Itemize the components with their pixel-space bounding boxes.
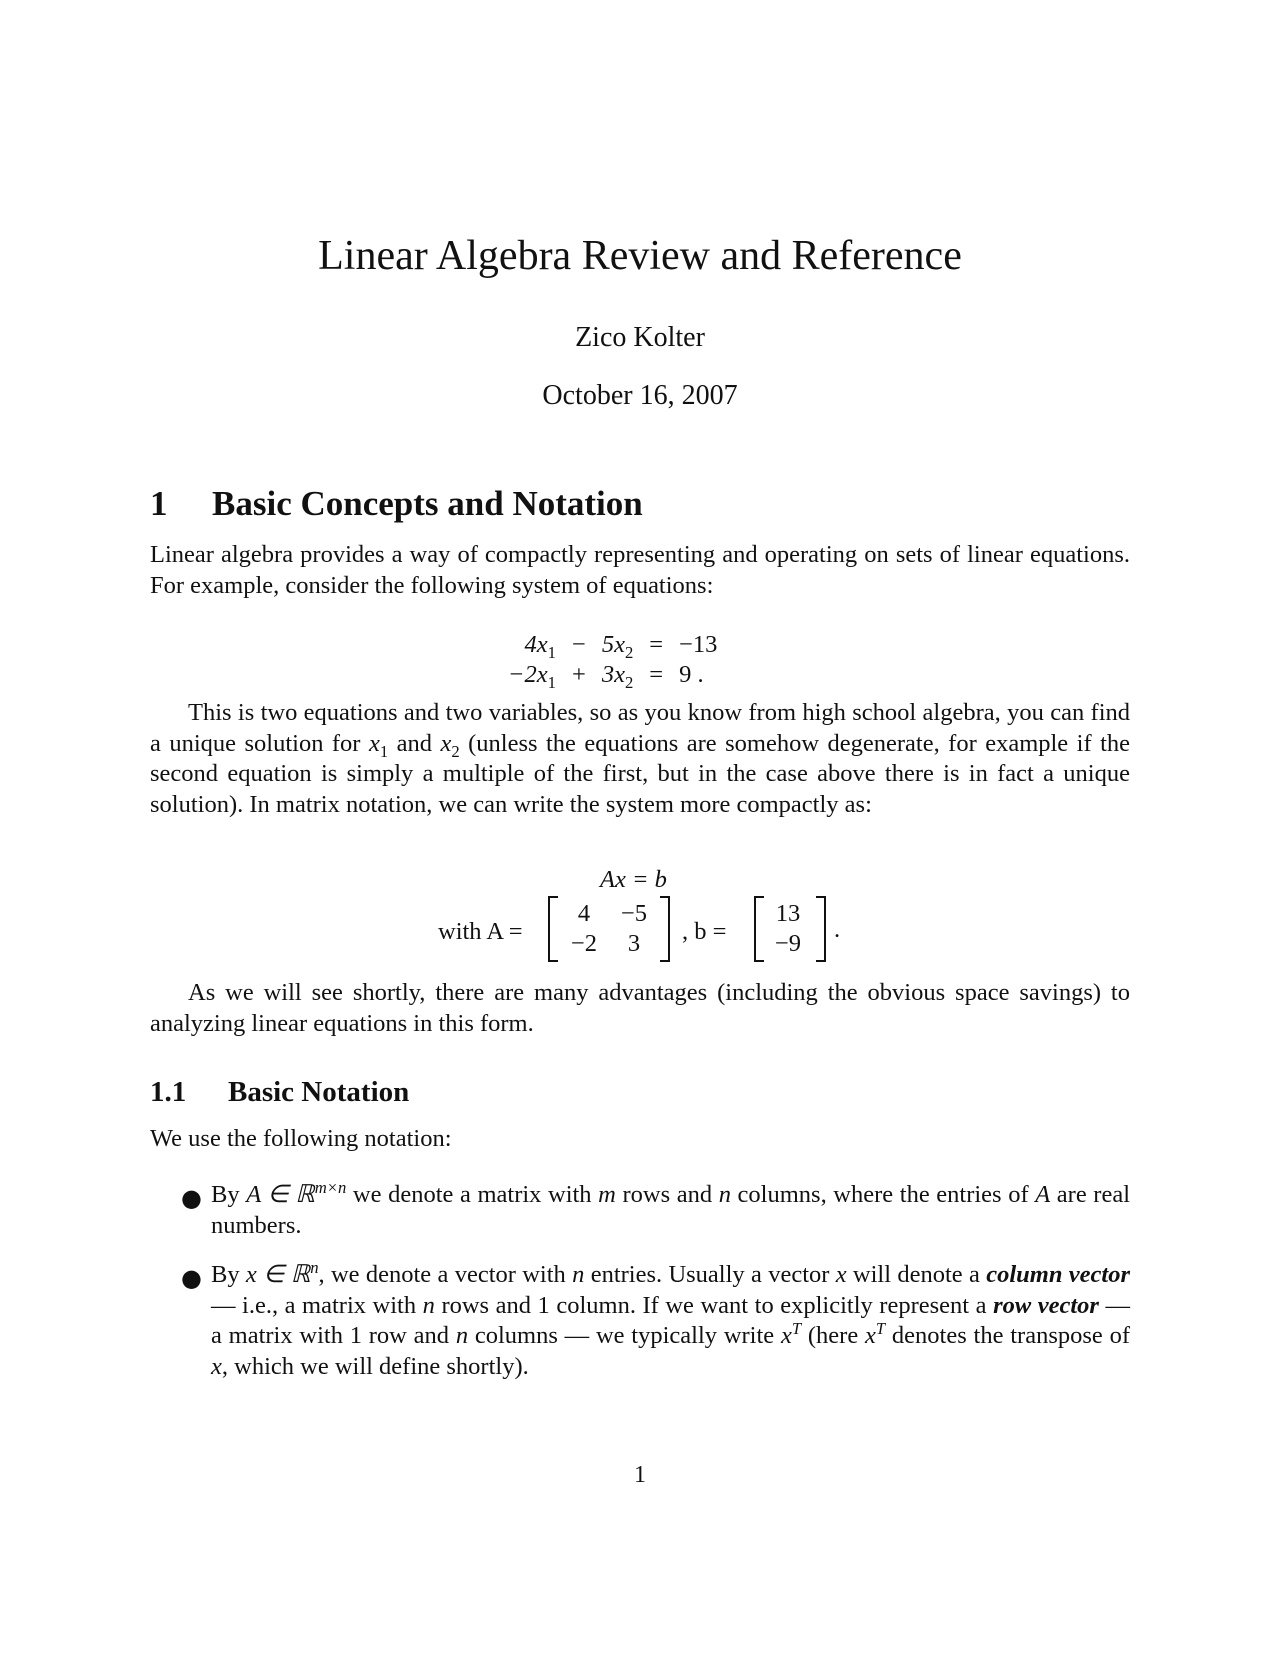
matrix-A-left-bracket [548, 896, 558, 962]
intro-paragraph: Linear algebra provides a way of compactly representing and operating on sets of linear equations. For example, consider the following system of equations: [150, 541, 1130, 599]
section-number: 1 [150, 484, 168, 523]
matrix-A-cell: −5 [620, 900, 648, 927]
subsection-heading [150, 1076, 409, 1109]
vector-b-left-bracket [754, 896, 764, 962]
equation-system [500, 630, 725, 690]
bullet-item-vector: By x ∈ ℝ$^n$, we denote a vector with n entries. Usually a vector x will denote a column vector — i.e., a matrix with n rows and 1 column. If we want to explicitly represent a row vector — a matrix with 1 row and n columns — we typically write $x^T$ (here $x^T$ denotes the transpose of x, which we will define shortly). [211, 1257, 1130, 1380]
vector-b-right-bracket [816, 896, 826, 962]
author: Zico Kolter [575, 322, 705, 353]
bullet-marker: ● [181, 1184, 202, 1212]
section-heading [150, 484, 643, 524]
with-A-label: with A = [438, 918, 523, 945]
vector-b-cell: 13 [775, 900, 801, 927]
vector-b-cell: −9 [774, 930, 802, 957]
matrix-A-right-bracket [660, 896, 670, 962]
equation-row-1: $4x_1$ − $5x_2$ = −13 [524, 631, 718, 662]
bullet-item-matrix: By A ∈ ℝ$^{m\times n}$ we denote a matrix with m rows and n columns, where the entries of A are real numbers. [211, 1177, 1131, 1239]
notation-intro: We use the following notation: [150, 1125, 452, 1152]
advantages-paragraph: As we will see shortly, there are many advantages (including the obvious space savings) to analyzing linear equations in this form. [150, 979, 1130, 1037]
term-column-vector: column vector [986, 1261, 1130, 1288]
matrix-equation: Ax = b [600, 866, 667, 893]
date: October 16, 2007 [542, 380, 738, 411]
term-row-vector: row vector [993, 1291, 1099, 1319]
page-number: 1 [634, 1462, 646, 1488]
equation-period: . [834, 916, 841, 943]
matrix-A-cell: −2 [570, 930, 598, 957]
document-title: Linear Algebra Review and Reference [318, 233, 962, 279]
matrix-A-cell: 3 [627, 930, 641, 957]
equation-row-2: $-2x_1$ + $3x_2$ = 9 . [508, 661, 704, 692]
explanation-paragraph: This is two equations and two variables, so as you know from high school algebra, you can find a unique solution for $x_1$ and $x_2$ (unless the equations are somehow degenerate, for example if the second equation is simply a multiple of the first, but in the case above there is in fact a unique solution). In matrix notation, we can write the system more compactly as: [150, 699, 1131, 818]
section-title: Basic Concepts and Notation [212, 484, 643, 523]
b-label: , b = [682, 918, 727, 945]
subsection-title: Basic Notation [228, 1076, 410, 1108]
subsection-number: 1.1 [150, 1076, 187, 1108]
matrix-A-cell: 4 [577, 900, 591, 927]
bullet-marker: ● [181, 1264, 202, 1292]
